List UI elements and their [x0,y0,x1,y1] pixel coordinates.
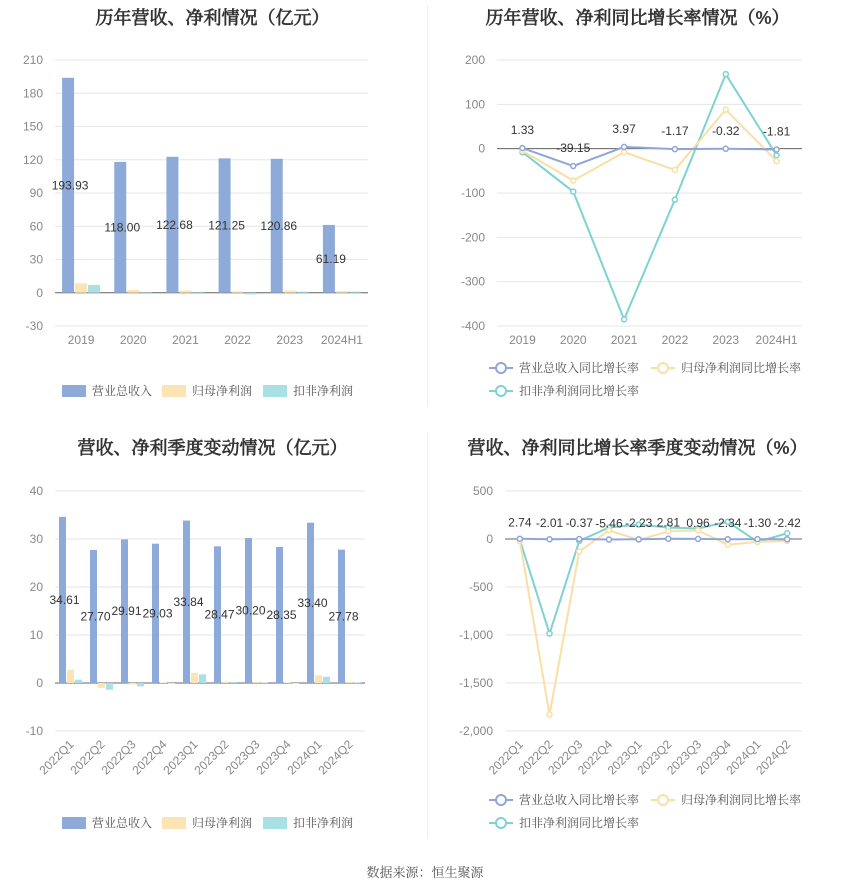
series-point [571,178,576,183]
legend-label: 扣非净利润同比增长率 [519,816,640,830]
series-point [622,317,627,322]
bar [88,285,100,293]
bar [232,291,244,292]
panel-annual-growth [425,0,850,410]
legend-label: 营业总收入 [92,816,153,830]
y-tick-label: -300 [460,274,485,289]
bar [261,683,268,684]
y-tick-label: -2,000 [458,724,493,738]
panel-annual-revenue [0,0,425,410]
data-label: 27.70 [80,609,111,624]
data-label: 34.61 [49,592,80,607]
x-tick-label: 2024H1 [755,333,798,347]
x-tick-label: 2022 [661,333,689,347]
series-point [723,72,728,77]
y-tick-label: -100 [460,186,485,200]
x-tick-label: 2022Q4 [574,737,616,778]
x-tick-label: 2022Q1 [36,737,77,778]
x-tick-label: 2024Q1 [284,737,325,778]
panel-quarterly-growth [425,430,850,850]
x-tick-label: 2019 [67,333,95,347]
bar [315,675,322,683]
x-tick-label: 2022 [224,333,251,347]
data-label: 120.86 [260,218,298,233]
series-point [785,537,790,542]
bar [106,683,113,690]
bar [284,683,291,684]
quarterly-growth-chart [425,430,850,850]
data-label: -2.34 [714,516,742,531]
y-tick-label: -400 [460,319,485,333]
y-tick-label: 180 [22,86,43,101]
panel-quarterly-revenue [0,430,425,850]
legend-swatch-marker [658,795,668,805]
x-tick-label: 2023Q2 [191,737,232,778]
data-label: -2.01 [535,516,564,531]
legend-swatch [263,385,287,397]
series-line [520,539,787,540]
y-tick-label: 0 [486,532,493,546]
data-label: -1.30 [743,516,772,531]
legend-swatch [162,385,186,397]
x-tick-label: 2022Q4 [129,737,170,778]
data-label: -2.23 [624,516,653,531]
x-tick-label: 2024Q2 [753,737,794,778]
y-tick-label: 90 [29,186,43,200]
bar [127,290,139,293]
data-label: 29.91 [111,604,142,619]
legend-label: 扣非净利润同比增长率 [519,384,640,398]
x-tick-label: 2019 [509,333,536,347]
data-label: -39.15 [556,141,591,156]
y-tick-label: 500 [472,484,493,498]
y-tick-label: 30 [29,252,43,267]
bar [160,683,167,684]
y-tick-label: -1,000 [458,628,493,642]
legend-label: 扣非净利润 [293,384,354,398]
bar [222,682,229,683]
data-label: 28.35 [266,607,297,622]
series-point [774,159,779,164]
x-tick-label: 2021 [172,333,199,347]
series-point [547,631,552,636]
bar [179,291,191,293]
legend-label: 归母净利润同比增长率 [681,361,802,375]
data-label: -0.32 [712,123,740,138]
y-tick-label: -200 [460,230,485,245]
x-tick-label: 2022Q1 [485,737,526,778]
y-tick-label: 0 [36,285,43,300]
data-label: -1.17 [661,124,689,139]
x-tick-label: 2023 [276,333,304,347]
bar [336,291,348,293]
x-tick-label: 2020 [119,333,147,347]
series-line [520,530,787,714]
x-tick-label: 2023Q4 [693,737,734,778]
data-label: 28.47 [204,607,235,622]
y-tick-label: 0 [36,676,43,690]
legend-swatch-marker [496,386,506,396]
legend-swatch-marker [496,363,506,373]
bar [140,292,152,293]
x-tick-label: 2023 [712,333,740,347]
y-tick-label: 10 [29,628,43,642]
x-tick-label: 2022Q3 [98,737,139,778]
bar [192,292,204,293]
legend-label: 扣非净利润 [293,816,354,830]
bar [137,683,144,686]
series-point [723,146,728,151]
bar [292,683,299,684]
data-label: 2.81 [656,515,681,530]
legend-swatch-marker [658,363,668,373]
series-point [723,107,728,112]
x-tick-label: 2022Q2 [67,737,108,778]
chart-title: 历年营收、净利情况（亿元） [95,8,330,28]
series-point [755,537,760,542]
legend-swatch-marker [496,818,506,828]
series-point [517,536,522,541]
series-point [577,537,582,542]
series-point [725,542,730,547]
y-tick-label: -30 [25,319,43,333]
x-tick-label: 2020 [559,333,587,347]
y-tick-label: 60 [29,219,43,234]
legend-label: 营业总收入 [92,384,153,398]
x-tick-label: 2024Q1 [723,737,764,778]
data-label: -5.46 [595,516,623,531]
data-label: 3.97 [612,121,636,136]
legend-swatch [62,817,86,829]
data-label: 121.25 [208,218,245,233]
annual-revenue-chart [0,0,425,410]
bar [168,683,175,684]
data-label: -0.37 [565,516,593,531]
data-label: 193.93 [51,178,89,193]
bar [67,670,74,683]
legend-label: 归母净利润同比增长率 [681,793,802,807]
legend-swatch [263,817,287,829]
series-point [672,167,677,172]
x-tick-label: 2022Q2 [515,737,556,778]
bar [98,683,105,688]
x-tick-label: 2024H1 [320,333,363,347]
bar [245,293,257,295]
x-tick-label: 2023Q4 [253,737,294,778]
x-tick-label: 2023Q1 [160,737,201,778]
data-label: 30.20 [235,603,266,618]
series-point [622,144,627,149]
y-tick-label: 20 [29,580,43,594]
x-tick-label: 2022Q3 [545,737,586,778]
y-tick-label: 30 [29,532,43,546]
bar [349,292,361,293]
series-point [577,549,582,554]
bar [253,682,260,683]
bar [354,683,361,684]
data-label: 118.00 [104,220,141,235]
y-tick-label: 0 [478,141,485,156]
bar [129,683,136,684]
chart-title: 营收、净利季度变动情况（亿元） [77,438,348,458]
x-tick-label: 2021 [610,333,638,347]
series-point [520,146,525,151]
series-point [571,164,576,169]
series-point [571,189,576,194]
series-line [522,74,776,319]
series-point [774,147,779,152]
y-tick-label: 200 [464,53,485,67]
legend-label: 营业总收入同比增长率 [519,793,640,807]
series-point [547,537,552,542]
x-tick-label: 2023Q3 [222,737,263,778]
y-tick-label: 210 [22,53,43,67]
data-label: 0.96 [686,515,710,530]
legend-swatch [162,817,186,829]
bar [199,674,206,683]
series-point [696,536,701,541]
x-tick-label: 2023Q1 [604,737,645,778]
series-point [785,531,790,536]
data-label: -1.81 [762,124,791,139]
quarterly-revenue-chart [0,430,425,850]
bar [346,682,353,683]
legend-label: 营业总收入同比增长率 [519,361,640,375]
legend-swatch-marker [496,795,506,805]
legend-label: 归母净利润 [192,816,253,830]
series-point [725,537,730,542]
bar [230,682,237,683]
series-point [622,150,627,155]
data-source: 数据来源：恒生聚源 [366,865,484,880]
data-label: -2.42 [773,516,801,531]
y-tick-label: -1,500 [458,676,493,690]
series-point [547,712,552,717]
x-tick-label: 2023Q2 [634,737,675,778]
data-label: 33.84 [173,594,204,609]
series-point [774,153,779,158]
y-tick-label: 100 [464,97,485,112]
data-label: 2.74 [508,515,532,530]
bar [191,673,198,683]
x-tick-label: 2023Q3 [664,737,705,778]
data-label: 29.03 [142,606,173,621]
y-tick-label: 150 [22,119,43,134]
series-point [636,537,641,542]
x-tick-label: 2024Q2 [315,737,356,778]
bar [75,283,87,292]
series-point [606,537,611,542]
data-label: 33.40 [297,595,328,610]
series-point [672,197,677,202]
y-tick-label: 120 [22,152,43,167]
data-label: 1.33 [510,123,535,138]
bar [284,291,296,293]
y-tick-label: -500 [468,580,493,594]
y-tick-label: 40 [29,484,43,498]
data-label: 61.19 [315,251,346,266]
legend-label: 归母净利润 [192,384,253,398]
data-label: 27.78 [328,609,359,624]
annual-growth-chart [425,0,850,410]
bar [75,680,82,683]
y-tick-label: -10 [25,724,43,738]
bar [297,292,309,293]
series-point [672,147,677,152]
legend-swatch [62,385,86,397]
bar [323,677,330,683]
chart-title: 营收、净利同比增长率季度变动情况（%） [467,438,808,458]
chart-title: 历年营收、净利同比增长率情况（%） [485,8,790,28]
data-label: 122.68 [156,217,193,232]
series-point [666,536,671,541]
